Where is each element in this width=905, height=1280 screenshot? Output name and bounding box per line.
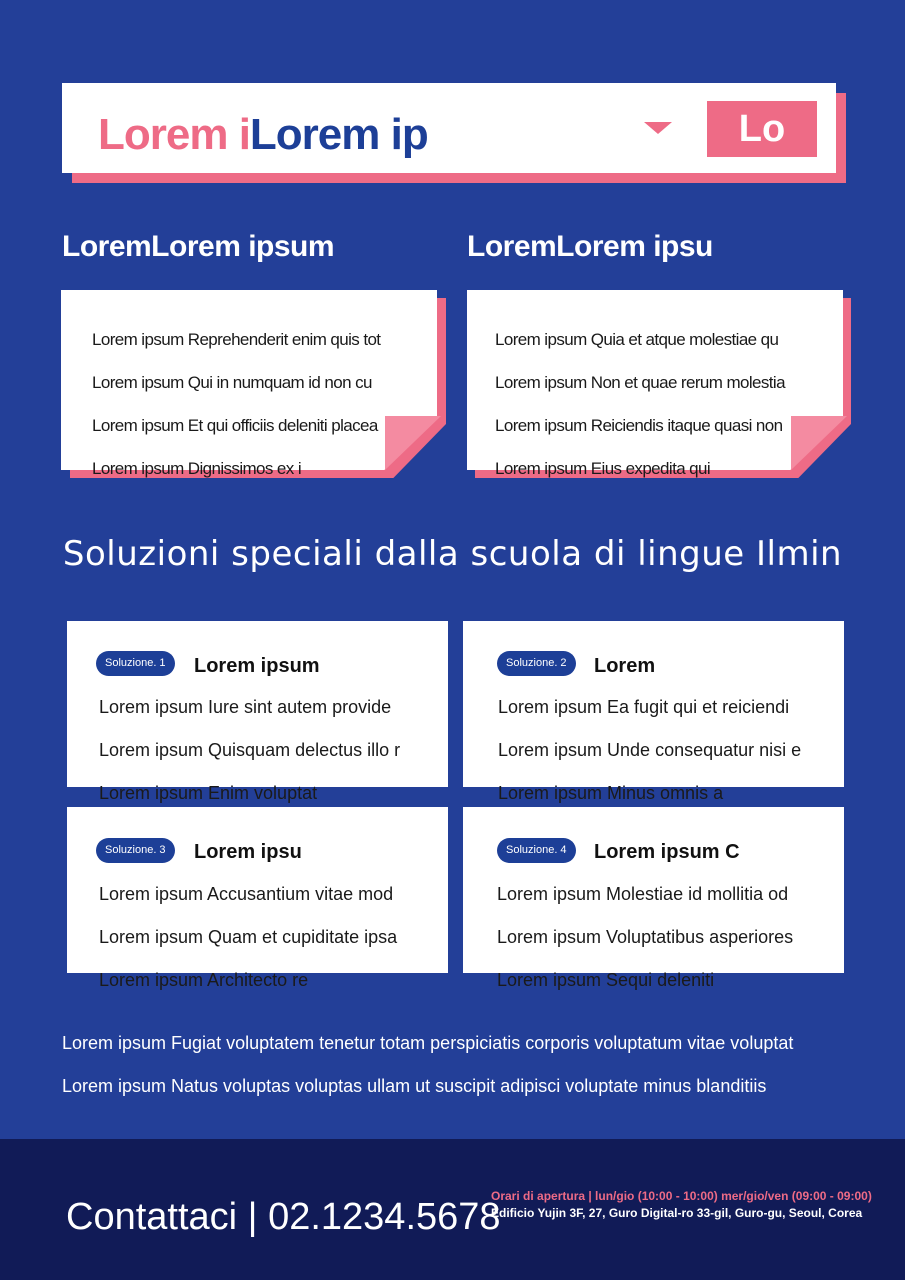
header-button[interactable]: Lo bbox=[707, 101, 817, 157]
card-line: Lorem ipsum Quia et atque molestiae qu bbox=[495, 330, 779, 349]
solution-line: Lorem ipsum Architecto re bbox=[99, 970, 309, 990]
solution-line: Lorem ipsum Quisquam delectus illo r bbox=[99, 740, 401, 760]
solution-line: Lorem ipsum Ea fugit qui et reiciendi bbox=[498, 697, 790, 717]
section-heading-2: LoremLorem ipsu bbox=[467, 230, 713, 263]
card-line: Lorem ipsum Reprehenderit enim quis tot bbox=[92, 330, 381, 349]
solution-line: Lorem ipsum Minus omnis a bbox=[498, 783, 724, 803]
solution-badge: Soluzione. 4 bbox=[497, 838, 576, 863]
solutions-heading: Soluzioni speciali dalla scuola di lingue Ilmin bbox=[62, 534, 843, 574]
title-part-1: Lorem i bbox=[98, 110, 250, 159]
card-line: Lorem ipsum Non et quae rerum molestia bbox=[495, 373, 785, 392]
solution-line: Lorem ipsum Accusantium vitae mod bbox=[99, 884, 394, 904]
solution-badge: Soluzione. 1 bbox=[96, 651, 175, 676]
card-line: Lorem ipsum Dignissimos ex i bbox=[92, 459, 301, 478]
solution-title: Lorem bbox=[594, 655, 656, 677]
solution-line: Lorem ipsum Iure sint autem provide bbox=[99, 697, 392, 717]
title-part-2: Lorem ip bbox=[249, 110, 428, 159]
paragraph-line-1: Lorem ipsum Fugiat voluptatem tenetur totam perspiciatis corporis voluptatum vitae voluptat bbox=[62, 1033, 794, 1053]
solution-line: Lorem ipsum Quam et cupiditate ipsa bbox=[99, 927, 398, 947]
dropdown-triangle-icon[interactable] bbox=[644, 122, 672, 134]
solution-line: Lorem ipsum Sequi deleniti bbox=[497, 970, 715, 990]
page-title bbox=[98, 110, 428, 160]
solution-line: Lorem ipsum Molestiae id mollitia od bbox=[497, 884, 789, 904]
solution-line: Lorem ipsum Voluptatibus asperiores bbox=[497, 927, 794, 947]
contact-phone[interactable]: Contattaci | 02.1234.5678 bbox=[66, 1196, 501, 1238]
card-line: Lorem ipsum Qui in numquam id non cu bbox=[92, 373, 372, 392]
solution-badge: Soluzione. 2 bbox=[497, 651, 576, 676]
opening-hours: Orari di apertura | lun/gio (10:00 - 10:00) mer/gio/ven (09:00 - 09:00) bbox=[491, 1189, 872, 1203]
solution-title: Lorem ipsum C bbox=[594, 841, 740, 863]
card-line: Lorem ipsum Eius expedita qui bbox=[495, 459, 711, 478]
solution-title: Lorem ipsu bbox=[194, 841, 302, 863]
address: Edificio Yujin 3F, 27, Guro Digital-ro 33-gil, Guro-gu, Seoul, Corea bbox=[491, 1206, 863, 1220]
paragraph-line-2: Lorem ipsum Natus voluptas voluptas ullam ut suscipit adipisci voluptate minus blanditiis bbox=[62, 1076, 767, 1096]
solution-title: Lorem ipsum bbox=[194, 655, 320, 677]
solution-badge: Soluzione. 3 bbox=[96, 838, 175, 863]
solution-line: Lorem ipsum Unde consequatur nisi e bbox=[498, 740, 802, 760]
card-line: Lorem ipsum Et qui officiis deleniti placea bbox=[92, 416, 378, 435]
section-heading-1: LoremLorem ipsum bbox=[62, 230, 335, 263]
solution-line: Lorem ipsum Enim voluptat bbox=[99, 783, 318, 803]
card-line: Lorem ipsum Reiciendis itaque quasi non bbox=[495, 416, 783, 435]
